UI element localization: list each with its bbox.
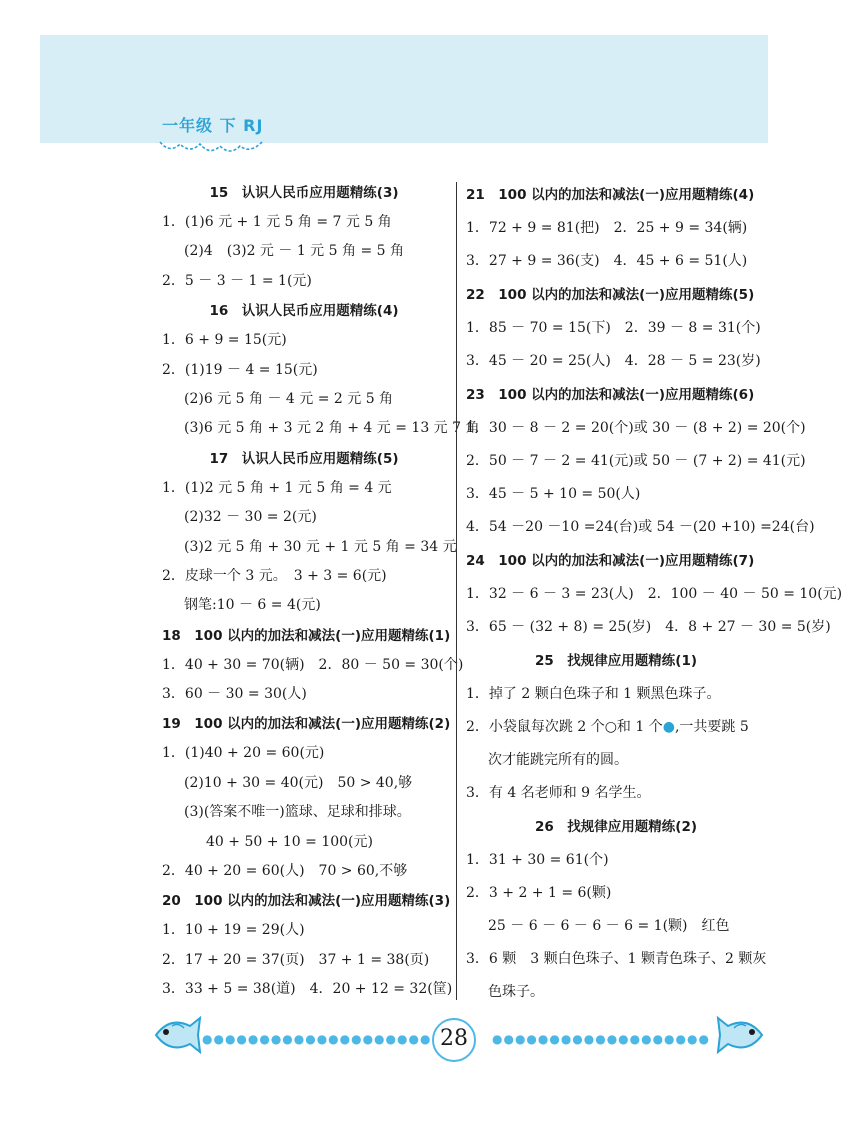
right-column (466, 178, 842, 1009)
answer-line: 2．皮球一个 3 元。 3 + 3 = 6(元) (162, 567, 387, 584)
answer-line: 3．65 － (32 + 8) = 25(岁) 4．8 + 27 － 30 = 5(岁) (466, 619, 831, 635)
answer-line: 3．45 － 5 + 10 = 50(人) (466, 486, 641, 502)
dot-row-right: ●●●●●●●●●●●●●●●●●●● (492, 1032, 710, 1046)
answer-line: 1．(1)40 + 20 = 60(元) (162, 745, 325, 762)
answer-line: 1．72 + 9 = 81(把) 2．25 + 9 = 34(辆) (466, 220, 748, 236)
section-title: 21 100 以内的加法和减法(一)应用题精练(4) (466, 187, 755, 203)
section-title: 17 认识人民币应用题精练(5) (209, 450, 399, 467)
answer-line: 1．40 + 30 = 70(辆) 2．80 － 50 = 30(个) (162, 656, 464, 673)
answer-line: 1．31 + 30 = 61(个) (466, 852, 609, 868)
answer-line: 2．(1)19 － 4 = 15(元) (162, 361, 318, 378)
answer-line: 2．5 － 3 － 1 = 1(元) (162, 272, 312, 289)
answer-line: 3．27 + 9 = 36(支) 4．45 + 6 = 51(人) (466, 253, 748, 269)
answer-line: 1．32 － 6 － 3 = 23(人) 2．100 － 40 － 50 = 10(元) (466, 586, 842, 602)
section-title: 22 100 以内的加法和减法(一)应用题精练(5) (466, 287, 755, 303)
answer-line: 1．(1)2 元 5 角 + 1 元 5 角 = 4 元 (162, 479, 392, 496)
answer-line: 3．33 + 5 = 38(道) 4．20 + 12 = 32(筐) (162, 981, 453, 998)
answer-line: 3．45 － 20 = 25(人) 4．28 － 5 = 23(岁) (466, 353, 761, 369)
answer-line: 3．6 颗 3 颗白色珠子、1 颗青色珠子、2 颗灰 (466, 951, 767, 967)
answer-line: 3．有 4 名老师和 9 名学生。 (466, 785, 651, 801)
grade-label: 一年级 下 RJ (162, 116, 264, 135)
page-number: 28 (432, 1018, 476, 1062)
answer-line: (3)6 元 5 角 + 3 元 2 角 + 4 元 = 13 元 7 角 (184, 420, 480, 437)
answer-line: 40 + 50 + 10 = 100(元) (206, 833, 373, 850)
footer (150, 1012, 770, 1062)
answer-line: 钢笔:10 － 6 = 4(元) (184, 597, 321, 614)
section-title: 19 100 以内的加法和减法(一)应用题精练(2) (162, 716, 451, 733)
column-divider (456, 182, 457, 1000)
answer-line: 1．10 + 19 = 29(人) (162, 922, 305, 939)
answer-line: 2．17 + 20 = 37(页) 37 + 1 = 38(页) (162, 951, 430, 968)
answer-line: (3)2 元 5 角 + 30 元 + 1 元 5 角 = 34 元 (184, 538, 457, 555)
answer-line: 1．(1)6 元 + 1 元 5 角 = 7 元 5 角 (162, 214, 392, 230)
fish-icon (150, 1012, 202, 1058)
answer-line: 次才能跳完所有的圆。 (488, 752, 628, 768)
answer-line: 1．掉了 2 颗白色珠子和 1 颗黑色珠子。 (466, 686, 721, 702)
answer-line: 2．小袋鼠每次跳 2 个○和 1 个●,一共要跳 5 (466, 719, 749, 735)
section-title: 20 100 以内的加法和减法(一)应用题精练(3) (162, 893, 451, 910)
fish-icon (716, 1012, 768, 1058)
answer-line: 2．3 + 2 + 1 = 6(颗) (466, 885, 612, 901)
answer-line: 1．85 － 70 = 15(下) 2．39 － 8 = 31(个) (466, 320, 761, 336)
answer-line: 2．40 + 20 = 60(人) 70 > 60,不够 (162, 863, 408, 880)
section-title: 24 100 以内的加法和减法(一)应用题精练(7) (466, 553, 755, 569)
answer-line: 1．6 + 9 = 15(元) (162, 332, 287, 349)
answer-line: (2)6 元 5 角 － 4 元 = 2 元 5 角 (184, 390, 394, 407)
left-column (162, 178, 480, 1005)
answer-line: 2．50 － 7 － 2 = 41(元)或 50 － (7 + 2) = 41(元) (466, 453, 806, 469)
answer-line: (2)10 + 30 = 40(元) 50 > 40,够 (184, 774, 413, 791)
section-title: 15 认识人民币应用题精练(3) (209, 185, 399, 201)
section-title: 23 100 以内的加法和减法(一)应用题精练(6) (466, 387, 755, 403)
answer-line: 3．60 － 30 = 30(人) (162, 686, 307, 703)
section-title: 16 认识人民币应用题精练(4) (209, 303, 399, 320)
section-title: 26 找规律应用题精练(2) (534, 819, 698, 835)
answer-line: 色珠子。 (488, 984, 544, 1000)
answer-line: (3)(答案不唯一)篮球、足球和排球。 (184, 804, 411, 821)
dot-row-left: ●●●●●●●●●●●●●●●●●●●● (202, 1032, 432, 1046)
section-title: 18 100 以内的加法和减法(一)应用题精练(1) (162, 627, 451, 644)
wave-decoration (158, 138, 268, 160)
answer-line: 25 － 6 － 6 － 6 － 6 = 1(颗) 红色 (488, 918, 730, 934)
answer-line: (2)32 － 30 = 2(元) (184, 509, 317, 526)
section-title: 25 找规律应用题精练(1) (534, 653, 698, 669)
header-band (40, 35, 768, 143)
answer-line: (2)4 (3)2 元 － 1 元 5 角 = 5 角 (184, 243, 404, 260)
answer-line: 4．54 －20 －10 =24(台)或 54 －(20 +10) =24(台) (466, 519, 815, 535)
answer-line: 1．30 － 8 － 2 = 20(个)或 30 － (8 + 2) = 20(个) (466, 420, 806, 436)
